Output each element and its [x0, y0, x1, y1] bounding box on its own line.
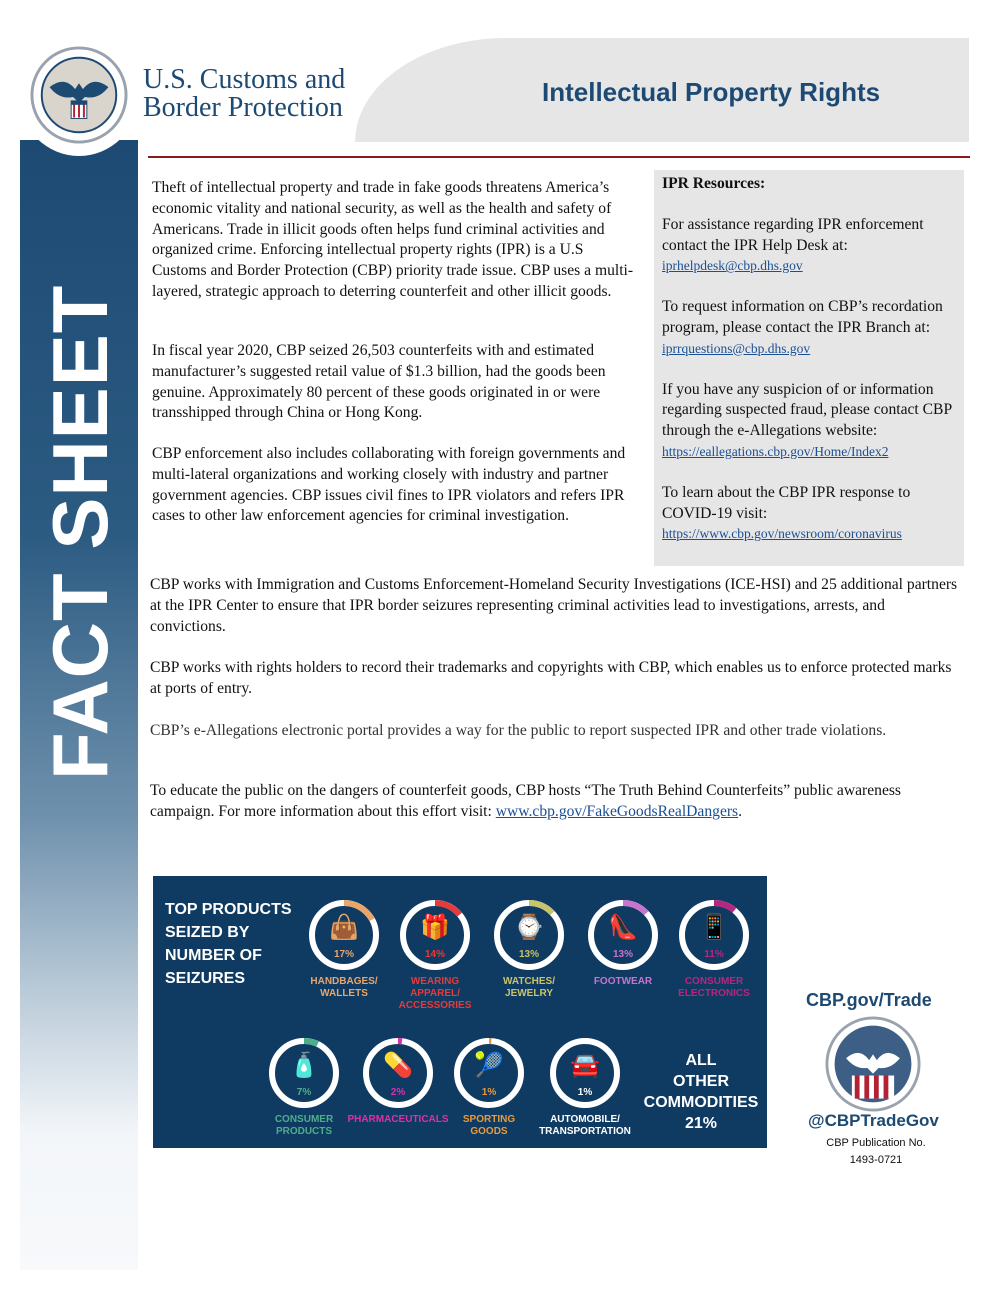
seizure-stats-paragraph: In fiscal year 2020, CBP seized 26,503 counterfeits with and estimated manufacturer’s suggested retail value of $1.3 billion, had the goods been genuine. Approximately 80 percent of these goods originated in or were transshipped through China or Hong Kong.: [152, 342, 606, 422]
agency-name-line1: U.S. Customs and: [143, 64, 346, 95]
category-percent: 17%: [333, 949, 354, 960]
resource-covid: [662, 483, 956, 545]
category-label: WEARING APPAREL/ ACCESSORIES: [398, 976, 472, 1011]
percent-ring: [548, 1036, 622, 1110]
ipr-resources-box: [654, 170, 964, 566]
category-percent: 11%: [704, 949, 724, 960]
ice-hsi-paragraph: CBP works with Immigration and Customs Enforcement-Homeland Security Investigations (ICE-HSI) and 25 additional partners at the IPR Center to ensure that IPR border seizures representing criminal activities lead to investigations, arrests, and convictions.: [150, 576, 958, 635]
eallegations-paragraph: CBP’s e-Allegations electronic portal provides a way for the public to report suspected IPR and other trade violations.: [150, 722, 887, 739]
resource-recordation: [662, 297, 956, 359]
resource-text: To learn about the CBP IPR response to COVID-19 visit:: [662, 483, 911, 522]
covid-newsroom-link[interactable]: https://www.cbp.gov/newsroom/coronavirus: [662, 526, 902, 542]
page-title: Intellectual Property Rights: [542, 77, 881, 107]
intro-paragraph: Theft of intellectual property and trade in fake goods threatens America’s economic vitality and national security, as well as the health and safety of Americans. Trade in illicit goods often helps fund criminal activities and organized crime. Enforcing intellectual property rights (IPR) is a U.S Customs and Border Protection (CBP) priority trade issue. CBP uses a multi-layered, strategic approach to deterring counterfeit and other illicit goods.: [152, 179, 634, 300]
eallegations-link[interactable]: https://eallegations.cbp.gov/Home/Index2: [662, 443, 889, 459]
racket-icon: 🎾: [474, 1052, 504, 1079]
category-label: WATCHES/ JEWELRY: [502, 976, 556, 999]
category-label: CONSUMER PRODUCTS: [274, 1114, 334, 1137]
twitter-handle[interactable]: @CBPTradeGov: [808, 1111, 939, 1130]
category-percent: 7%: [296, 1087, 312, 1098]
enforcement-paragraph: CBP enforcement also includes collaborating with foreign governments and multi-lateral organizations and working closely with industry and partner government agencies. CBP issues civil fines to IPR violators and refers IPR cases to other law enforcement agencies for criminal investigation.: [152, 445, 626, 525]
high-heel-icon: 👠: [608, 914, 638, 941]
category-label: SPORTING GOODS: [462, 1114, 516, 1137]
campaign-paragraph: [150, 781, 960, 823]
electronics-icon: 📱: [699, 914, 729, 941]
category-percent: 13%: [518, 949, 539, 960]
category-percent: 1%: [577, 1087, 593, 1098]
pills-icon: 💊: [383, 1052, 413, 1079]
percent-ring: [677, 898, 751, 972]
campaign-text: To educate the public on the dangers of counterfeit goods, CBP hosts “The Truth Behind Counterfeits” public awareness campaign. For more information about this effort visit:: [150, 782, 902, 820]
resource-eallegations: [662, 380, 956, 463]
watch-icon: ⌚: [514, 914, 544, 941]
percent-ring: [267, 1036, 341, 1110]
ipr-branch-email-link[interactable]: iprrquestions@cbp.dhs.gov: [662, 340, 811, 356]
resource-text: For assistance regarding IPR enforcement contact the IPR Help Desk at:: [662, 215, 924, 254]
percent-ring: [307, 898, 381, 972]
help-desk-email-link[interactable]: iprhelpdesk@cbp.dhs.gov: [662, 258, 803, 274]
cbp-seal-icon: [30, 46, 128, 144]
publication-number: CBP Publication No. 1493-0721: [826, 1137, 926, 1166]
category-label: HANDBAGES/ WALLETS: [310, 976, 378, 999]
all-other-commodities: ALL OTHER COMMODITIES 21%: [643, 1052, 759, 1132]
category-percent: 2%: [390, 1087, 406, 1098]
recordation-paragraph: CBP works with rights holders to record their trademarks and copyrights with CBP, which enables us to enforce protected marks at ports of entry.: [150, 659, 952, 697]
apparel-icon: 🎁: [420, 914, 450, 941]
dhs-seal-icon: [825, 1016, 921, 1112]
percent-ring: [586, 898, 660, 972]
category-percent: 13%: [612, 949, 633, 960]
header-divider: [148, 156, 970, 158]
bottle-icon: 🧴: [289, 1052, 319, 1079]
category-percent: 14%: [424, 949, 445, 960]
agency-name-line2: Border Protection: [143, 92, 343, 123]
car-icon: 🚘: [570, 1052, 600, 1079]
seizure-category: [529, 1036, 641, 1138]
agency-name: [143, 66, 345, 122]
percent-ring: [361, 1036, 435, 1110]
category-label: AUTOMOBILE/ TRANSPORTATION: [539, 1114, 631, 1137]
percent-ring: [398, 898, 472, 972]
category-label: CONSUMER ELECTRONICS: [678, 976, 750, 999]
cbp-trade-link[interactable]: CBP.gov/Trade: [806, 990, 932, 1010]
percent-ring: [452, 1036, 526, 1110]
fake-goods-link[interactable]: www.cbp.gov/FakeGoodsRealDangers: [495, 802, 739, 820]
percent-ring: [492, 898, 566, 972]
handbag-icon: 👜: [329, 914, 359, 941]
resource-text: To request information on CBP’s recordation program, please contact the IPR Branch at:: [662, 298, 943, 336]
category-label: FOOTWEAR: [593, 976, 653, 987]
category-percent: 1%: [481, 1087, 497, 1098]
infographic-title: TOP PRODUCTS SEIZED BY NUMBER OF SEIZURES: [165, 901, 292, 987]
resource-help-desk: [662, 215, 956, 277]
fact-sheet-label: FACT SHEET: [36, 284, 124, 780]
resource-text: If you have any suspicion of or information regarding suspected fraud, please contact CBP through the e-Allegations website:: [662, 380, 952, 440]
category-label: PHARMACEUTICALS: [347, 1114, 449, 1125]
seizure-category: [658, 898, 770, 1000]
resources-heading: IPR Resources:: [662, 175, 766, 192]
top-products-infographic: [153, 876, 767, 1148]
campaign-text-end: .: [738, 802, 743, 820]
